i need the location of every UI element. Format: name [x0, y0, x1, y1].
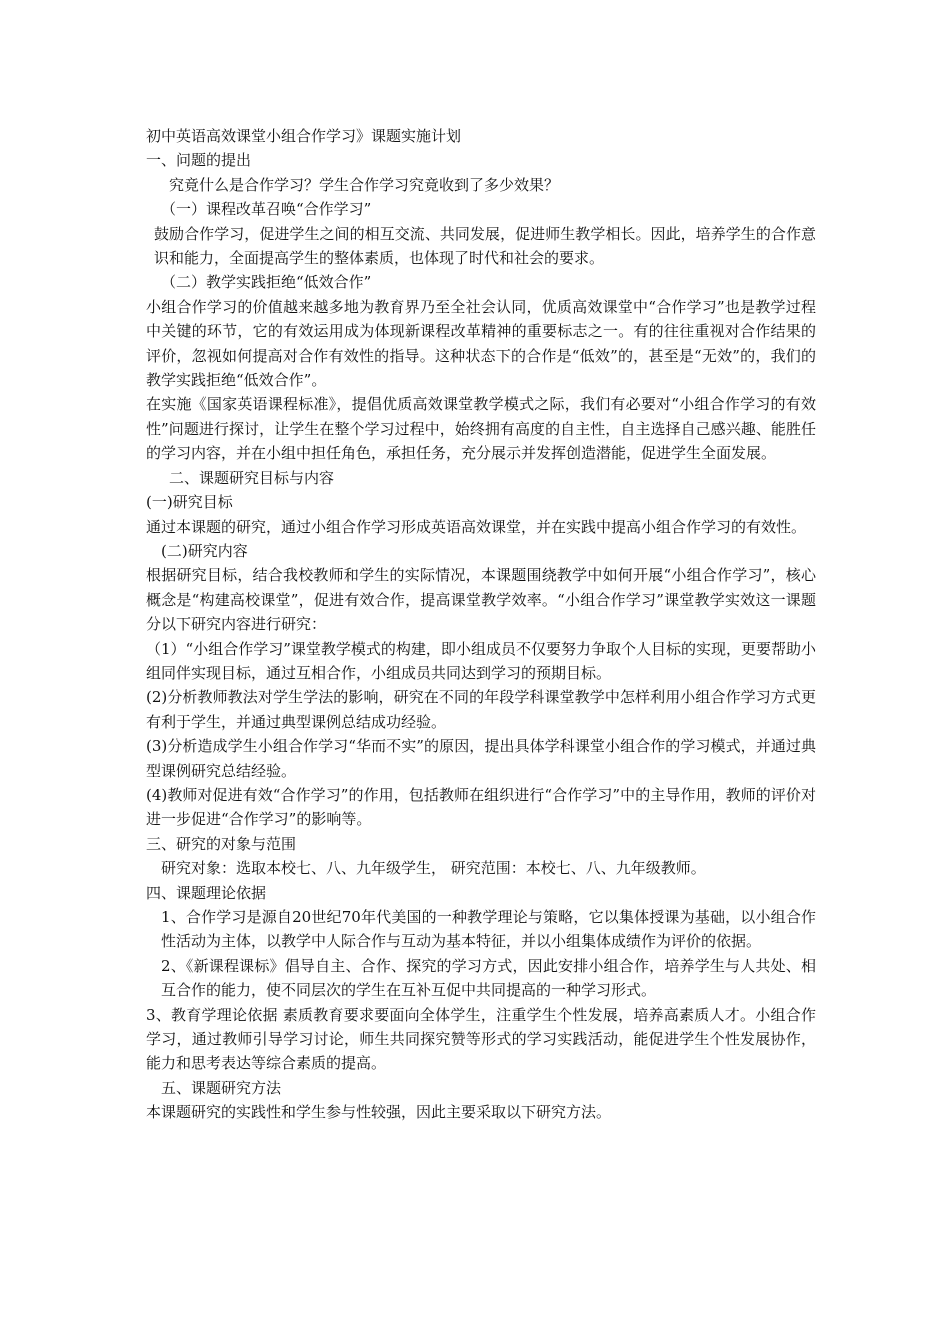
document-page: [146, 124, 816, 1125]
paragraph: 究竟什么是合作学习？学生合作学习究竟收到了多少效果？: [169, 175, 560, 194]
document-title: 初中英语高效课堂小组合作学习》课题实施计划: [146, 127, 462, 145]
paragraph: 研究对象：选取本校七、八、九年级学生， 研究范围：本校七、八、九年级教师。: [161, 859, 706, 878]
subsection-heading: （二）教学实践拒绝“低效合作”: [161, 273, 372, 292]
list-item: （1）“小组合作学习”课堂教学模式的构建，即小组成员不仅要努力争取个人目标的实现，更要帮助小组同伴实现目标，通过互相合作，小组成员共同达到学习的预期目标。: [146, 639, 816, 682]
paragraph: 通过本课题的研究，通过小组合作学习形成英语高效课堂，并在实践中提高小组合作学习的有效性。: [146, 517, 807, 536]
section-heading-1: 一、问题的提出: [146, 151, 252, 170]
paragraph: 小组合作学习的价值越来越多地为教育界乃至全社会认同，优质高效课堂中“合作学习”也是教学过程中关键的环节，它的有效运用成为体现新课程改革精神的重要标志之一。有的往往重视对合作结果的评价，忽视如何提高对合作有效性的指导。这种状态下的合作是“低效”的，甚至是“无效”的，我们的教学实践拒绝“低效合作”。: [146, 297, 816, 390]
list-item: (2)分析教师教法对学生学法的影响，研究在不同的年段学科课堂教学中怎样利用小组合作学习方式更有利于学生，并通过典型课例总结成功经验。: [146, 688, 816, 731]
list-item: 1、合作学习是源自20世纪70年代美国的一种教学理论与策略，它以集体授课为基础，以小组合作性活动为主体，以教学中人际合作与互动为基本特征，并以小组集体成绩作为评价的依据。: [161, 908, 816, 951]
section-heading-2: 二、课题研究目标与内容: [169, 468, 335, 487]
section-heading-5: 五、课题研究方法: [161, 1078, 282, 1097]
paragraph: 在实施《国家英语课程标准》，提倡优质高效课堂教学模式之际，我们有必要对“小组合作学习的有效性”问题进行探讨，让学生在整个学习过程中，始终拥有高度的自主性，自主选择自己感兴趣、能胜任的学习内容，并在小组中担任角色，承担任务，充分展示并发挥创造潜能，促进学生全面发展。: [146, 395, 816, 463]
subsection-heading: (二)研究内容: [161, 541, 248, 560]
subsection-heading: (一)研究目标: [146, 493, 233, 512]
subsection-heading: （一）课程改革召唤“合作学习”: [161, 200, 372, 219]
section-heading-3: 三、研究的对象与范围: [146, 834, 297, 853]
list-item: 3、教育学理论依据 素质教育要求要面向全体学生，注重学生个性发展，培养高素质人才。小组合作学习，通过教师引导学习讨论，师生共同探究赞等形式的学习实践活动，能促进学生个性发展协作，能力和思考表达等综合素质的提高。: [146, 1005, 816, 1073]
list-item: (3)分析造成学生小组合作学习“华而不实”的原因，提出具体学科课堂小组合作的学习模式，并通过典型课例研究总结经验。: [146, 737, 816, 780]
section-heading-4: 四、课题理论依据: [146, 883, 267, 902]
list-item: (4)教师对促进有效“合作学习”的作用，包括教师在组织进行“合作学习”中的主导作用，教师的评价对进一步促进“合作学习”的影响等。: [146, 785, 816, 829]
list-item: 2、《新课程课标》倡导自主、合作、探究的学习方式，因此安排小组合作，培养学生与人共处、相互合作的能力，使不同层次的学生在互补互促中共同提高的一种学习形式。: [161, 956, 816, 1000]
paragraph: 本课题研究的实践性和学生参与性较强，因此主要采取以下研究方法。: [146, 1103, 612, 1122]
paragraph: 根据研究目标，结合我校教师和学生的实际情况，本课题围绕教学中如何开展“小组合作学习”，核心概念是“构建高校课堂”，促进有效合作，提高课堂教学效率。“小组合作学习”课堂教学实效这一课题分以下研究内容进行研究：: [146, 566, 816, 634]
paragraph: 鼓励合作学习，促进学生之间的相互交流、共同发展，促进师生教学相长。因此，培养学生的合作意识和能力，全面提高学生的整体素质，也体现了时代和社会的要求。: [154, 224, 816, 268]
